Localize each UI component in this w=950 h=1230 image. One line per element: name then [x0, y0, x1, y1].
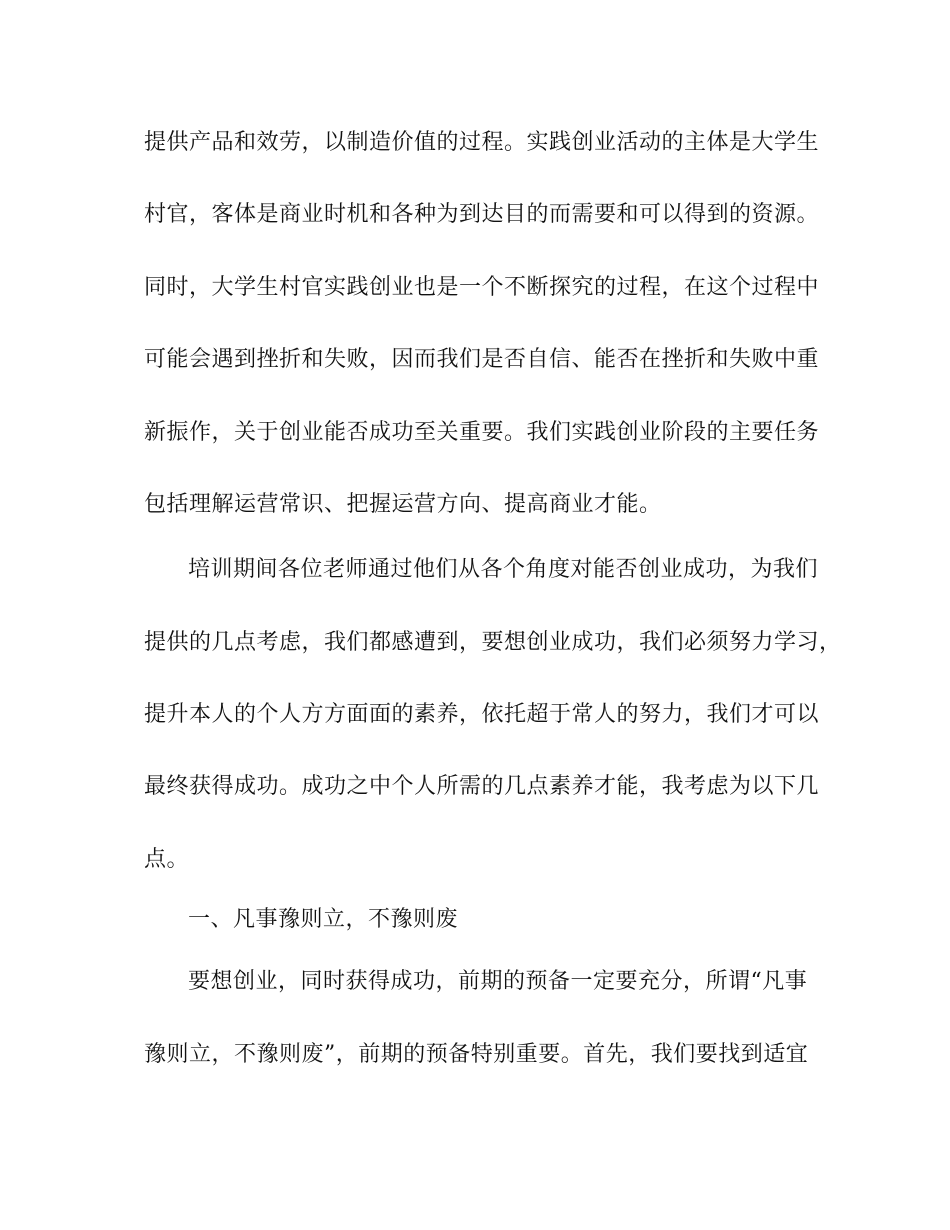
text-line: 豫则立，不豫则废”，前期的预备特别重要。首先，我们要找到适宜	[144, 1042, 809, 1067]
section-heading: 一、凡事豫则立，不豫则废	[188, 907, 459, 932]
text-line: 最终获得成功。成功之中个人所需的几点素养才能，我考虑为以下几	[144, 774, 820, 799]
paragraph-start-line: 培训期间各位老师通过他们从各个角度对能否创业成功，为我们	[188, 557, 819, 582]
text-line: 提供产品和效劳，以制造价值的过程。实践创业活动的主体是大学生	[144, 130, 820, 155]
paragraph-start-line: 要想创业，同时获得成功，前期的预备一定要充分，所谓“凡事	[188, 969, 808, 994]
text-line: 可能会遇到挫折和失败，因而我们是否自信、能否在挫折和失败中重	[144, 347, 820, 372]
text-line: 村官，客体是商业时机和各种为到达目的而需要和可以得到的资源。	[144, 202, 820, 227]
text-line: 包括理解运营常识、把握运营方向、提高商业才能。	[144, 492, 662, 517]
text-line: 新振作，关于创业能否成功至关重要。我们实践创业阶段的主要任务	[144, 420, 820, 445]
text-line: 同时，大学生村官实践创业也是一个不断探究的过程，在这个过程中	[144, 275, 820, 300]
text-line: 提供的几点考虑，我们都感遭到，要想创业成功，我们必须努力学习，	[144, 630, 842, 655]
text-line: 提升本人的个人方方面面的素养，依托超于常人的努力，我们才可以	[144, 702, 820, 727]
text-line: 点。	[144, 847, 190, 872]
